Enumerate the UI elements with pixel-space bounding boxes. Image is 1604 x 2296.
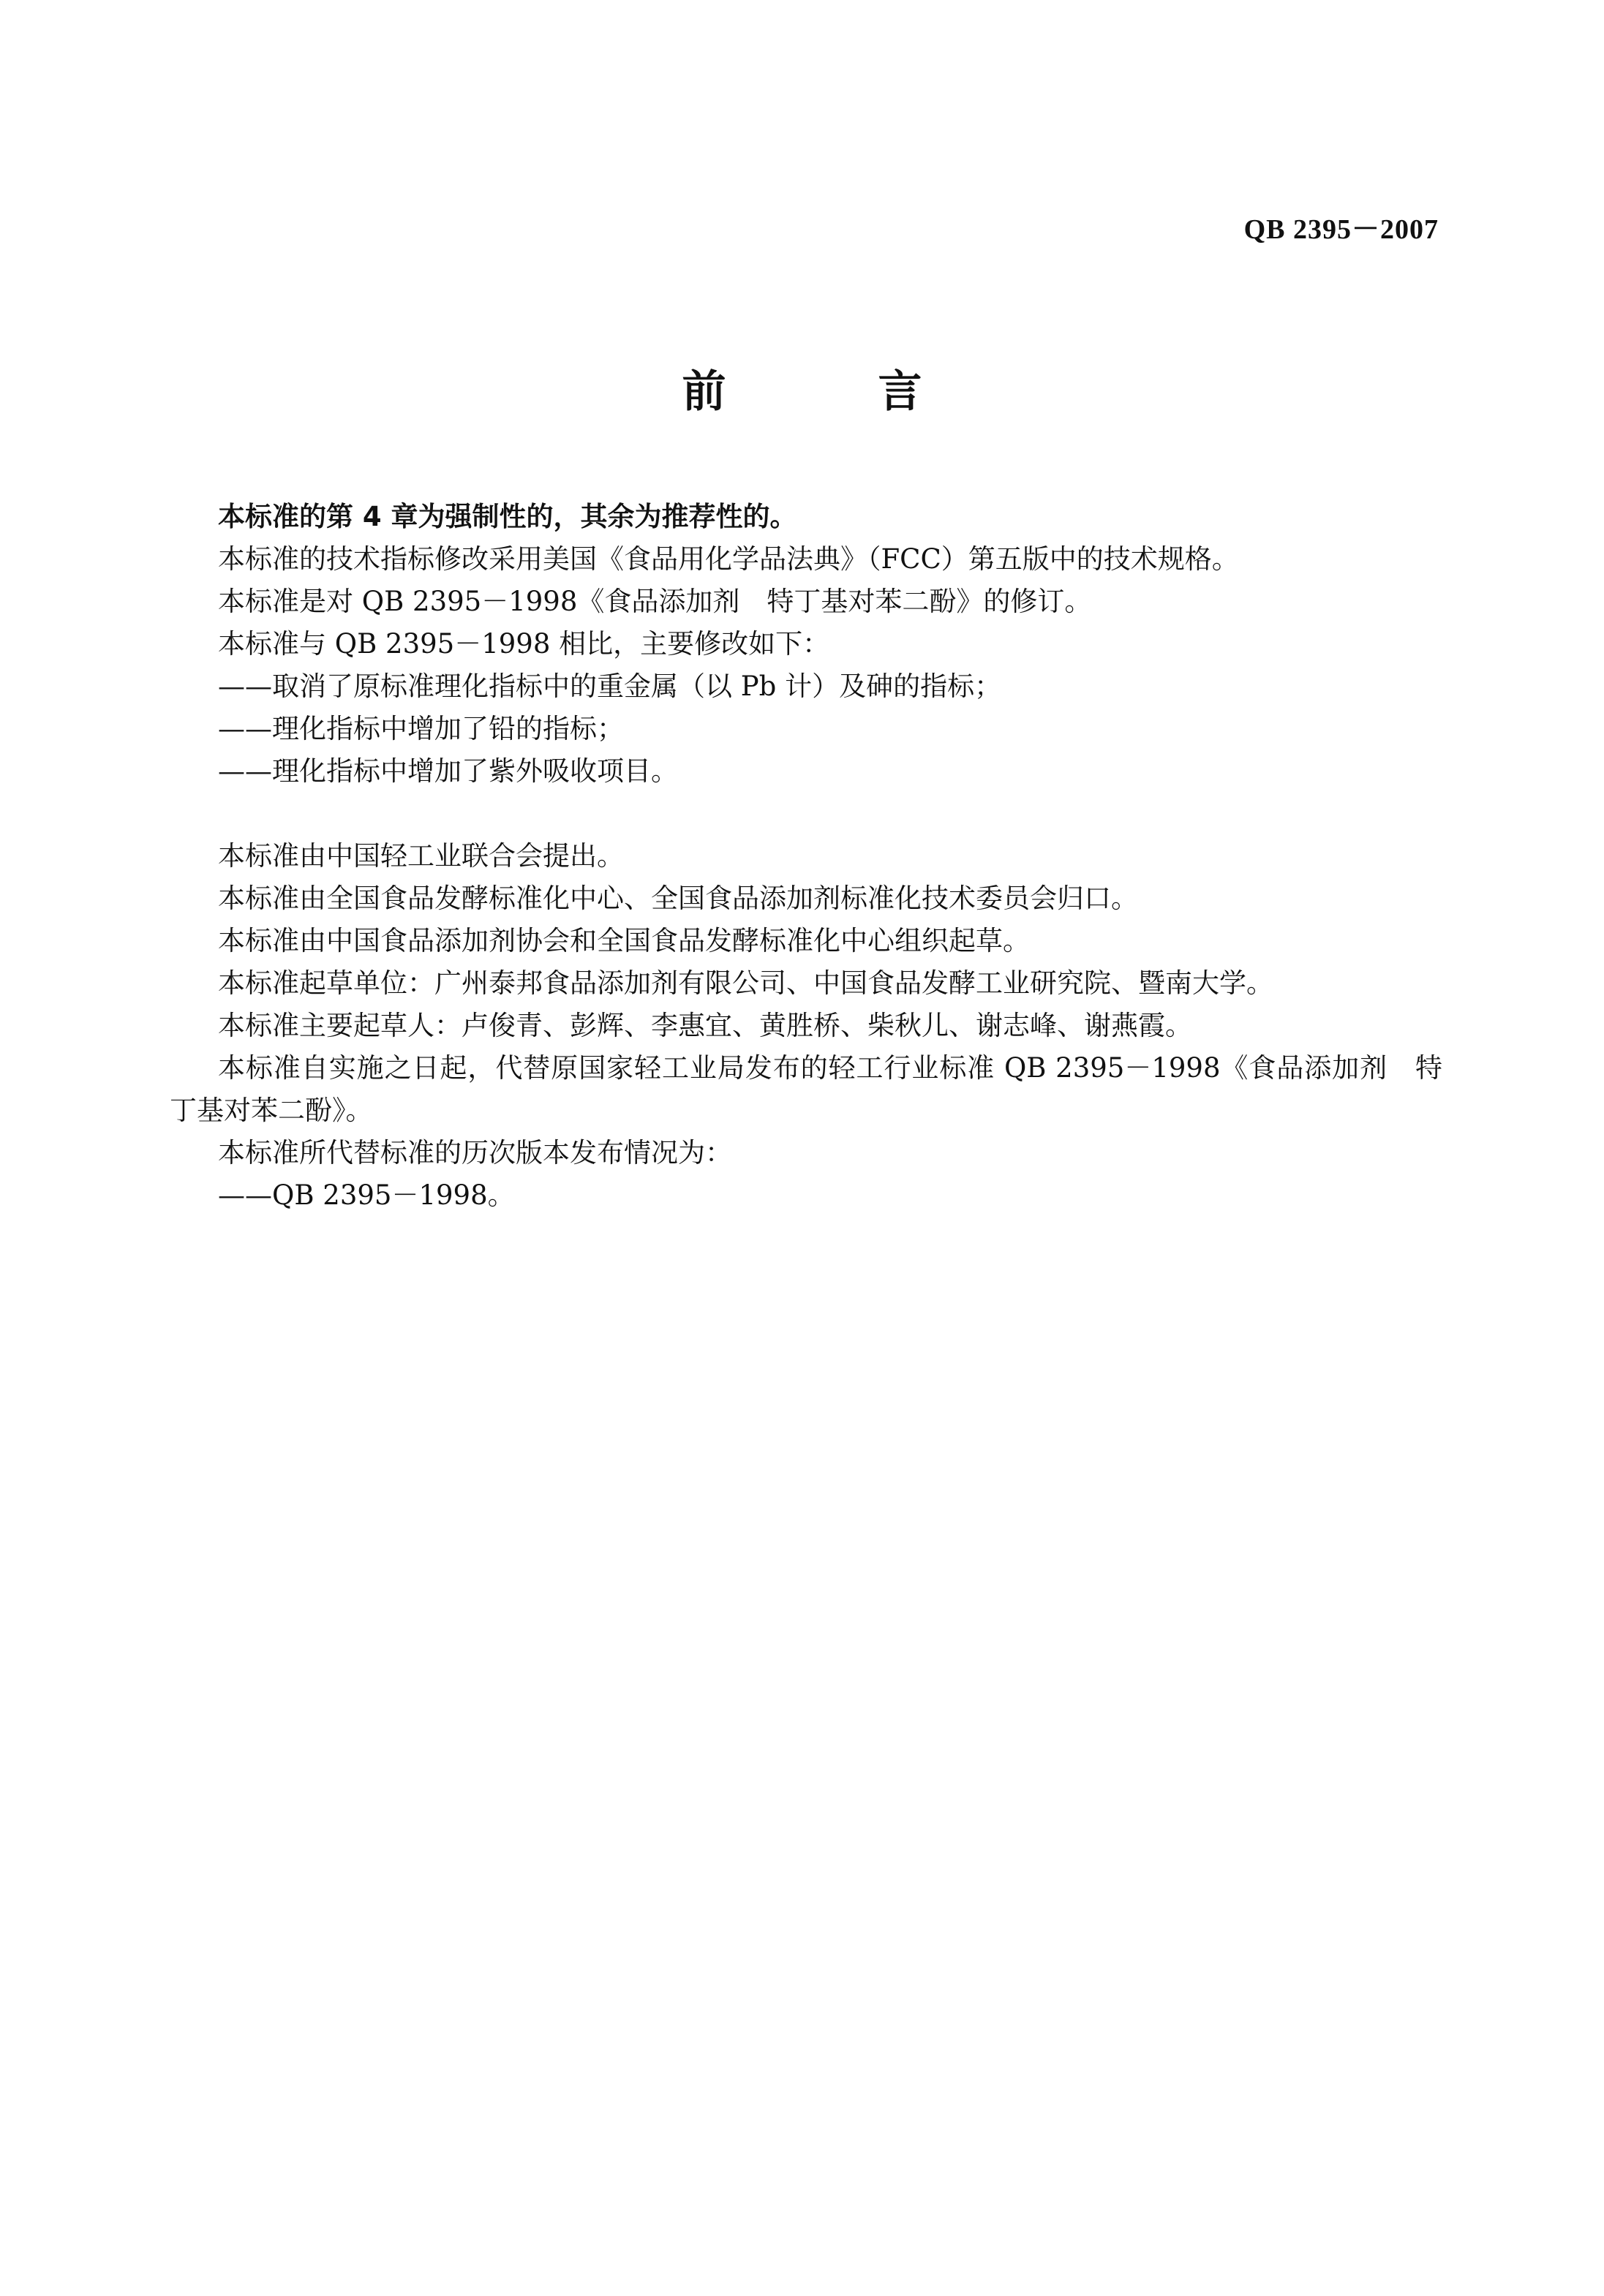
change-item-1: ——取消了原标准理化指标中的重金属（以 Pb 计）及砷的指标； (218, 671, 1002, 702)
paragraph-main-drafters: 本标准主要起草人：卢俊青、彭辉、李惠宜、黄胜桥、柴秋儿、谢志峰、谢燕霞。 (218, 1010, 1192, 1041)
paragraph-drafting-units: 本标准起草单位：广州泰邦食品添加剂有限公司、中国食品发酵工业研究院、暨南大学。 (218, 967, 1273, 999)
change-item-2: ——理化指标中增加了铅的指标； (218, 713, 624, 744)
previous-edition-item: ——QB 2395－1998。 (218, 1179, 515, 1211)
paragraph-main-changes: 本标准与 QB 2395－1998 相比，主要修改如下： (218, 628, 830, 660)
paragraph-gap (170, 793, 1442, 835)
paragraph-replaces: 本标准自实施之日起，代替原国家轻工业局发布的轻工行业标准 QB 2395－1998《食品添加剂 特丁基对苯二酚》。 (170, 1052, 1442, 1126)
foreword-body (170, 496, 1442, 1217)
paragraph-revision-of: 本标准是对 QB 2395－1998《食品添加剂 特丁基对苯二酚》的修订。 (218, 586, 1092, 617)
paragraph-drafting-organizers: 本标准由中国食品添加剂协会和全国食品发酵标准化中心组织起草。 (218, 925, 1030, 956)
paragraph-under-jurisdiction: 本标准由全国食品发酵标准化中心、全国食品添加剂标准化技术委员会归口。 (218, 883, 1138, 914)
change-item-3: ——理化指标中增加了紫外吸收项目。 (218, 755, 678, 787)
mandatory-statement: 本标准的第 4 章为强制性的，其余为推荐性的。 (218, 501, 797, 532)
paragraph-previous-editions: 本标准所代替标准的历次版本发布情况为： (218, 1137, 732, 1168)
standard-code: QB 2395－2007 (1243, 214, 1439, 245)
page-title: 前 言 (682, 366, 976, 418)
paragraph-fcc-adoption: 本标准的技术指标修改采用美国《食品用化学品法典》（FCC）第五版中的技术规格。 (218, 543, 1239, 575)
paragraph-proposed-by: 本标准由中国轻工业联合会提出。 (218, 840, 624, 872)
